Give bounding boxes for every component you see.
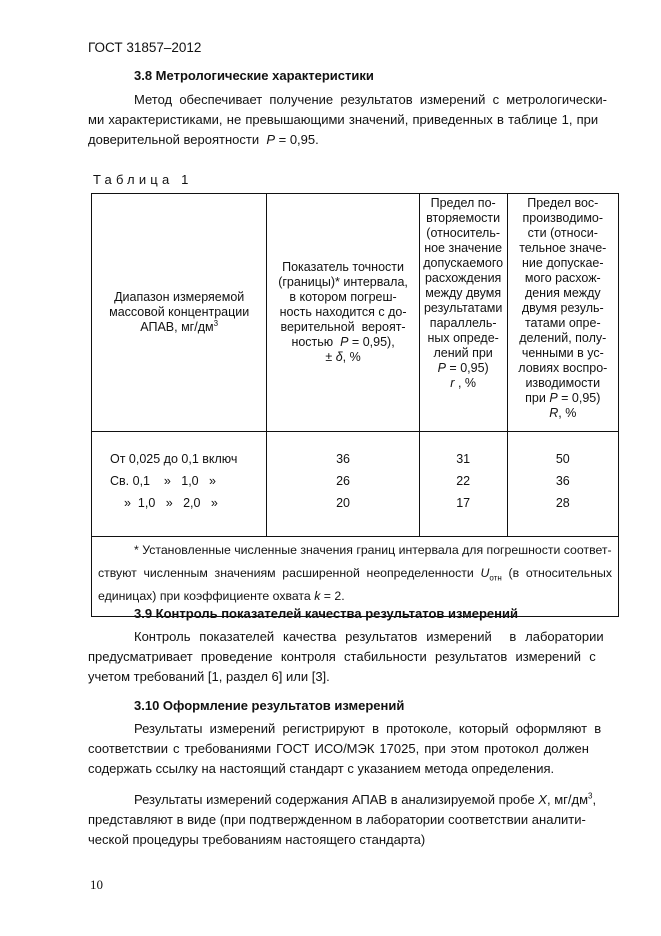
section-3-8-title: 3.8 Метрологические характеристики bbox=[134, 68, 374, 83]
accuracy-value: 36 bbox=[336, 452, 350, 466]
accuracy-value: 20 bbox=[336, 496, 350, 510]
reproducibility-value: 28 bbox=[555, 496, 570, 510]
repeatability-value: 17 bbox=[456, 496, 471, 510]
range-cell bbox=[92, 432, 267, 537]
repeatability-value: 31 bbox=[456, 452, 471, 466]
section-3-10-paragraph-2: Результаты измерений содержания АПАВ в анализируемой пробе X, $мг/дм^3$, представляют в виде (при подтвержденном в лаборатории соответствии аналити- ческой процедуры требованиям настоящего стандарта) bbox=[88, 791, 597, 847]
accuracy-cell bbox=[267, 432, 419, 537]
repeatability-cell bbox=[419, 432, 507, 537]
page-number: 10 bbox=[90, 877, 103, 892]
repeatability-value: 22 bbox=[456, 474, 471, 488]
section-3-9-paragraph: Контроль показателей качества результатов измерений в лаборатории предусматривает проведение контроля стабильности результатов измерений с учетом требований [1, раздел 6] или [3]. bbox=[88, 629, 604, 684]
section-3-8-paragraph: Метод обеспечивает получение результатов измерений с метрологически- ми характеристиками, не превышающими значений, приведенных в таблице 1, при доверительной вероятности P = 0,95. bbox=[88, 92, 607, 147]
section-3-10-title: 3.10 Оформление результатов измерений bbox=[134, 698, 405, 713]
table-footnote: * Установленные численные значения границ интервала для погрешности соответ- ствуют численным значениям расширенной неопределенности $U_{отн}$ (в относительных единицах) при коэффициенте охвата k = 2. bbox=[92, 537, 619, 617]
table-header-row bbox=[92, 194, 619, 432]
metrology-table bbox=[91, 193, 619, 617]
range-value: Св. 0,1 » 1,0 » bbox=[110, 474, 216, 488]
header-reproducibility: Предел вос- производимо- сти (относи- тельное значе- ние допускае- мого расхож- дения между двумя резуль- татами опре- делений, полу- ченными в ус- ловиях воспро- изводимости при P = 0,95) R, % bbox=[507, 194, 618, 432]
header-repeatability: Предел по- вторяемости (относитель- ное значение допускаемого расхождения между двумя результатами параллель- ных опреде- лений при P = 0,95) r , % bbox=[419, 194, 507, 432]
document-header: ГОСТ 31857–2012 bbox=[88, 40, 202, 55]
header-range: Диапазон измеряемой массовой концентрации АПАВ, $мг/дм^3$ bbox=[92, 194, 267, 432]
range-value: От 0,025 до 0,1 включ bbox=[110, 452, 238, 466]
reproducibility-value: 50 bbox=[555, 452, 570, 466]
section-3-9-title: 3.9 Контроль показателей качества результатов измерений bbox=[134, 606, 518, 621]
reproducibility-cell bbox=[507, 432, 618, 537]
table-footnote-row bbox=[92, 537, 619, 617]
section-3-10-paragraph-1: Результаты измерений регистрируют в протоколе, который оформляют в соответствии с требованиями ГОСТ ИСО/МЭК 17025, при этом протокол должен содержать ссылку на настоящий стандарт с указанием метода определения. bbox=[88, 721, 602, 776]
accuracy-value: 26 bbox=[336, 474, 350, 488]
reproducibility-value: 36 bbox=[555, 474, 570, 488]
table-caption: Таблица 1 bbox=[93, 172, 193, 187]
table-data-row bbox=[92, 432, 619, 537]
range-value: » 1,0 » 2,0 » bbox=[124, 496, 218, 510]
header-accuracy: Показатель точности (границы)* интервала, в котором погреш- ность находится с до- верительной вероят- ностью P = 0,95), ± δ, % bbox=[267, 194, 419, 432]
